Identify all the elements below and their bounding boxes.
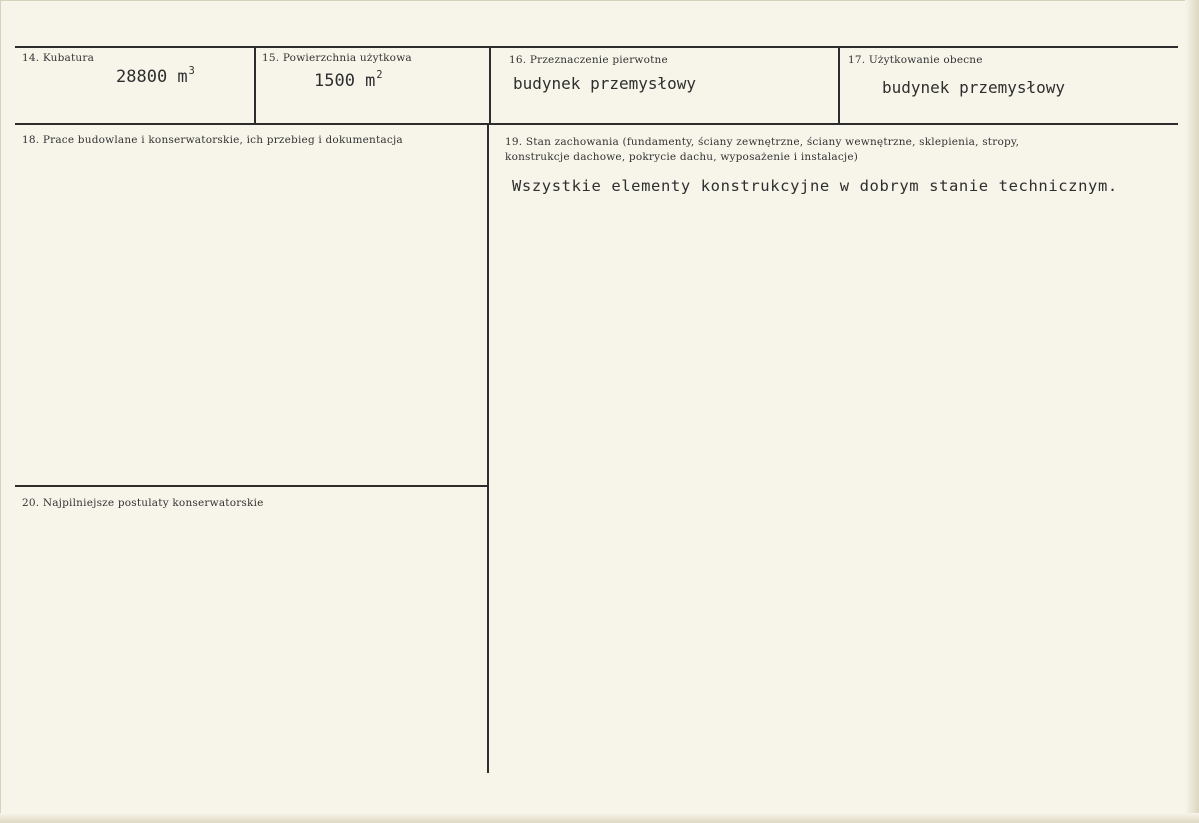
divider-14-15 <box>254 48 256 123</box>
field-18-label: 18. Prace budowlane i konserwatorskie, ich przebieg i dokumentacja <box>22 134 403 146</box>
top-border-line <box>15 46 1178 48</box>
row1-bottom-line <box>15 123 1178 125</box>
field-14-number: 28800 m <box>116 67 188 88</box>
field-20-label: 20. Najpilniejsze postulaty konserwatorskie <box>22 497 264 509</box>
divider-16-17 <box>838 48 840 123</box>
field-14-value <box>116 66 195 87</box>
field-15-value <box>314 70 383 91</box>
field-14-label: 14. Kubatura <box>22 52 95 64</box>
field-16-value: budynek przemysłowy <box>513 74 697 93</box>
card-bottom-shadow <box>0 813 1199 823</box>
field-15-exponent: 2 <box>376 70 383 81</box>
divider-main-column <box>487 125 489 773</box>
field-16-label: 16. Przeznaczenie pierwotne <box>509 54 668 66</box>
field-17-label: 17. Użytkowanie obecne <box>848 54 983 66</box>
field-15-label: 15. Powierzchnia użytkowa <box>262 52 412 64</box>
field-19-value: Wszystkie elementy konstrukcyjne w dobrym stanie technicznym. <box>512 177 1118 195</box>
card-edge-shadow <box>1185 0 1199 823</box>
field-14-exponent: 3 <box>188 66 195 77</box>
field-19-label-line2: konstrukcje dachowe, pokrycie dachu, wyposażenie i instalacje) <box>505 151 859 163</box>
field-15-number: 1500 m <box>314 71 376 92</box>
field-19-label-line1: 19. Stan zachowania (fundamenty, ściany zewnętrzne, ściany wewnętrzne, sklepienia, stropy, <box>505 136 1020 148</box>
field-17-value: budynek przemysłowy <box>882 78 1066 97</box>
divider-18-20 <box>15 485 487 487</box>
divider-15-16 <box>489 48 491 123</box>
